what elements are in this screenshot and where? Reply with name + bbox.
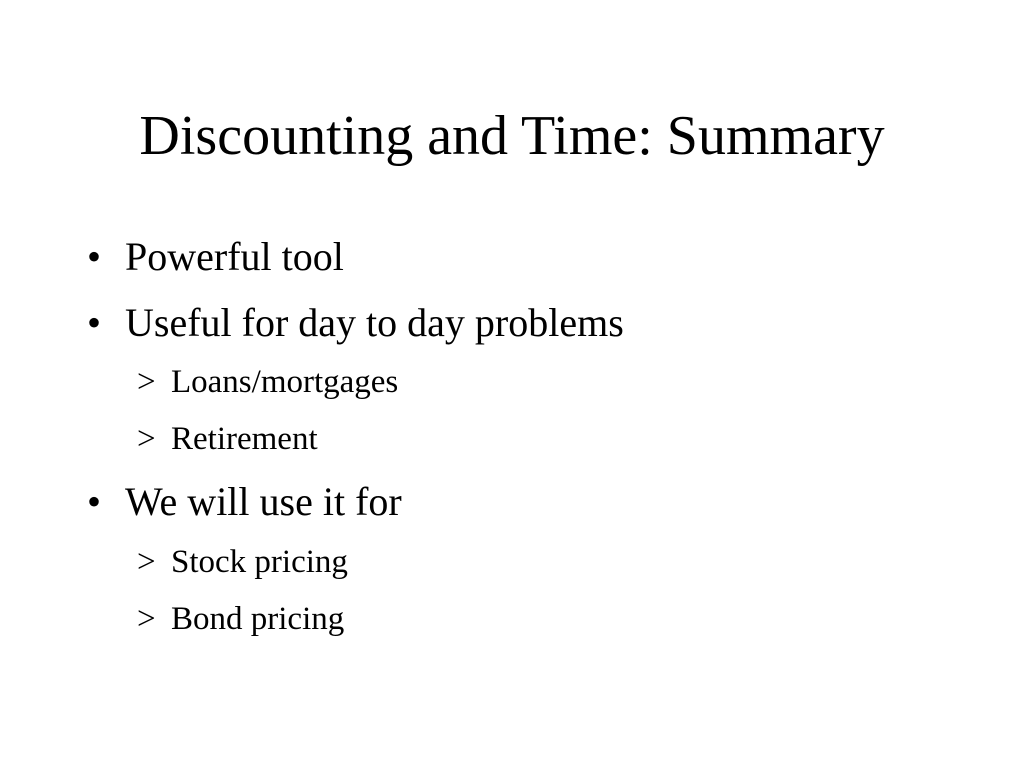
sub-bullet-marker: >: [137, 601, 156, 637]
bullet-item: [87, 299, 624, 347]
bullet-text: Useful for day to day problems: [125, 300, 624, 345]
bullet-text: Powerful tool: [125, 234, 344, 279]
slide-title: Discounting and Time: Summary: [139, 105, 885, 167]
sub-bullet-text: Bond pricing: [171, 601, 345, 637]
bullet-item: [87, 233, 344, 281]
sub-bullet-text: Loans/mortgages: [171, 364, 399, 400]
bullet-text: We will use it for: [125, 479, 402, 524]
bullet-marker: •: [87, 479, 102, 524]
sub-bullet-text: Stock pricing: [171, 544, 348, 580]
sub-bullet-marker: >: [137, 421, 156, 457]
sub-bullet-text: Retirement: [171, 421, 318, 457]
sub-bullet-marker: >: [137, 364, 156, 400]
sub-bullet-item: [137, 419, 318, 459]
sub-bullet-item: [137, 362, 399, 402]
sub-bullet-item: [137, 599, 345, 639]
sub-bullet-item: [137, 542, 348, 582]
bullet-marker: •: [87, 300, 102, 345]
bullet-marker: •: [87, 234, 102, 279]
bullet-item: [87, 478, 402, 526]
sub-bullet-marker: >: [137, 544, 156, 580]
